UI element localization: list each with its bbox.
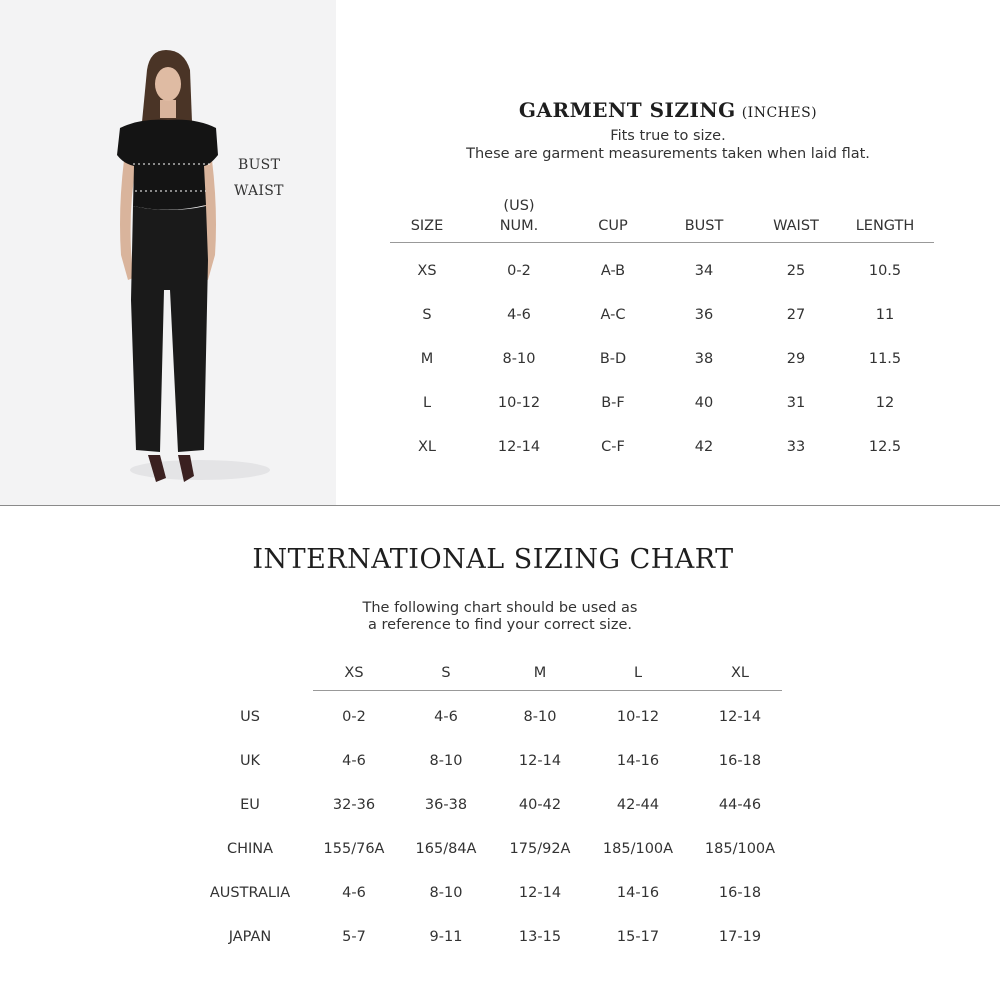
table-cell: 16-18 bbox=[718, 885, 762, 901]
table-cell: 10-12 bbox=[616, 709, 660, 725]
table-cell: B-D bbox=[599, 351, 627, 367]
table-cell: 40 bbox=[694, 395, 714, 411]
table-cell: M bbox=[420, 351, 434, 367]
table-cell: 11 bbox=[875, 307, 895, 323]
waist-label: WAIST bbox=[234, 183, 284, 199]
international-subtitle-line: The following chart should be used as bbox=[362, 600, 638, 616]
size-column-header: S bbox=[441, 665, 451, 681]
table-cell: 4-6 bbox=[434, 709, 458, 725]
table-cell: 8-10 bbox=[429, 885, 463, 901]
table-header-row bbox=[390, 186, 934, 243]
table-cell: 34 bbox=[694, 263, 714, 279]
table-cell: 14-16 bbox=[616, 753, 660, 769]
column-header: SIZE bbox=[390, 186, 464, 243]
table-cell: 8-10 bbox=[523, 709, 557, 725]
table-cell: 10-12 bbox=[497, 395, 541, 411]
garment-subtitle-line: Fits true to size. bbox=[610, 128, 726, 144]
table-row bbox=[0, 797, 1000, 819]
table-cell: 5-7 bbox=[342, 929, 366, 945]
garment-sizing-table bbox=[390, 186, 934, 469]
table-cell: 44-46 bbox=[718, 797, 762, 813]
garment-sizing-title bbox=[390, 98, 946, 122]
region-label: AUSTRALIA bbox=[209, 885, 291, 901]
table-cell: 12-14 bbox=[497, 439, 541, 455]
table-cell: A-B bbox=[600, 263, 626, 279]
table-row bbox=[0, 753, 1000, 775]
region-label: US bbox=[240, 709, 260, 725]
table-row bbox=[390, 381, 934, 425]
table-cell: 12-14 bbox=[518, 753, 562, 769]
table-cell: 175/92A bbox=[509, 841, 571, 857]
model-photo-panel bbox=[0, 0, 336, 505]
table-cell: 4-6 bbox=[342, 885, 366, 901]
international-subtitle-line: a reference to find your correct size. bbox=[368, 617, 632, 633]
table-cell: 32-36 bbox=[332, 797, 376, 813]
table-row bbox=[0, 841, 1000, 863]
size-column-header: M bbox=[533, 665, 547, 681]
table-row bbox=[390, 425, 934, 469]
table-cell: 31 bbox=[786, 395, 806, 411]
table-cell: 4-6 bbox=[342, 753, 366, 769]
table-cell: 10.5 bbox=[868, 263, 902, 279]
table-cell: XS bbox=[417, 263, 437, 279]
table-cell: 33 bbox=[786, 439, 806, 455]
table-cell: 29 bbox=[786, 351, 806, 367]
table-cell: 12.5 bbox=[868, 439, 902, 455]
model-figure-illustration bbox=[0, 0, 336, 505]
garment-unit-text: (INCHES) bbox=[741, 105, 818, 121]
garment-subtitle bbox=[390, 127, 946, 163]
table-row bbox=[390, 337, 934, 381]
garment-subtitle-line: These are garment measurements taken when laid flat. bbox=[466, 146, 870, 162]
table-cell: 9-11 bbox=[429, 929, 463, 945]
table-cell: 4-6 bbox=[507, 307, 531, 323]
table-cell: 42 bbox=[694, 439, 714, 455]
table-cell: A-C bbox=[600, 307, 626, 323]
table-cell: 185/100A bbox=[602, 841, 674, 857]
table-cell: 38 bbox=[694, 351, 714, 367]
table-cell: 12 bbox=[875, 395, 895, 411]
table-row bbox=[0, 885, 1000, 907]
region-label: JAPAN bbox=[228, 929, 272, 945]
table-cell: 14-16 bbox=[616, 885, 660, 901]
table-cell: 36-38 bbox=[424, 797, 468, 813]
column-header: LENGTH bbox=[836, 186, 934, 243]
table-cell: 40-42 bbox=[518, 797, 562, 813]
table-cell: C-F bbox=[601, 439, 625, 455]
column-header: WAIST bbox=[756, 186, 836, 243]
region-label: UK bbox=[239, 753, 261, 769]
table-cell: B-F bbox=[601, 395, 625, 411]
table-cell: 11.5 bbox=[868, 351, 902, 367]
size-column-header: L bbox=[633, 665, 643, 681]
bust-label: BUST bbox=[238, 157, 281, 173]
international-title: INTERNATIONAL SIZING CHART bbox=[252, 544, 734, 575]
table-cell: 16-18 bbox=[718, 753, 762, 769]
table-row bbox=[390, 293, 934, 337]
table-cell: 8-10 bbox=[502, 351, 536, 367]
column-header: BUST bbox=[652, 186, 756, 243]
table-cell: 12-14 bbox=[718, 709, 762, 725]
table-cell: 155/76A bbox=[323, 841, 385, 857]
international-subtitle bbox=[0, 600, 1000, 634]
table-cell: 165/84A bbox=[415, 841, 477, 857]
table-cell: 12-14 bbox=[518, 885, 562, 901]
table-cell: 27 bbox=[786, 307, 806, 323]
table-cell: L bbox=[422, 395, 432, 411]
region-label: CHINA bbox=[226, 841, 274, 857]
table-cell: 13-15 bbox=[518, 929, 562, 945]
table-cell: 185/100A bbox=[704, 841, 776, 857]
table-cell: S bbox=[422, 307, 432, 323]
garment-title-text: GARMENT SIZING bbox=[518, 98, 736, 122]
column-header: (US) NUM. bbox=[464, 186, 574, 243]
international-header-rule bbox=[313, 690, 782, 691]
table-cell: XL bbox=[417, 439, 436, 455]
table-cell: 0-2 bbox=[342, 709, 366, 725]
table-cell: 17-19 bbox=[718, 929, 762, 945]
size-column-header: XL bbox=[730, 665, 749, 681]
table-row bbox=[0, 929, 1000, 951]
column-header: CUP bbox=[574, 186, 652, 243]
size-column-header: XS bbox=[344, 665, 364, 681]
table-cell: 42-44 bbox=[616, 797, 660, 813]
table-row bbox=[0, 709, 1000, 731]
table-cell: 15-17 bbox=[616, 929, 660, 945]
table-row bbox=[390, 243, 934, 294]
section-divider bbox=[0, 505, 1000, 506]
table-cell: 8-10 bbox=[429, 753, 463, 769]
table-cell: 36 bbox=[694, 307, 714, 323]
table-cell: 0-2 bbox=[507, 263, 531, 279]
table-cell: 25 bbox=[786, 263, 806, 279]
region-label: EU bbox=[240, 797, 260, 813]
